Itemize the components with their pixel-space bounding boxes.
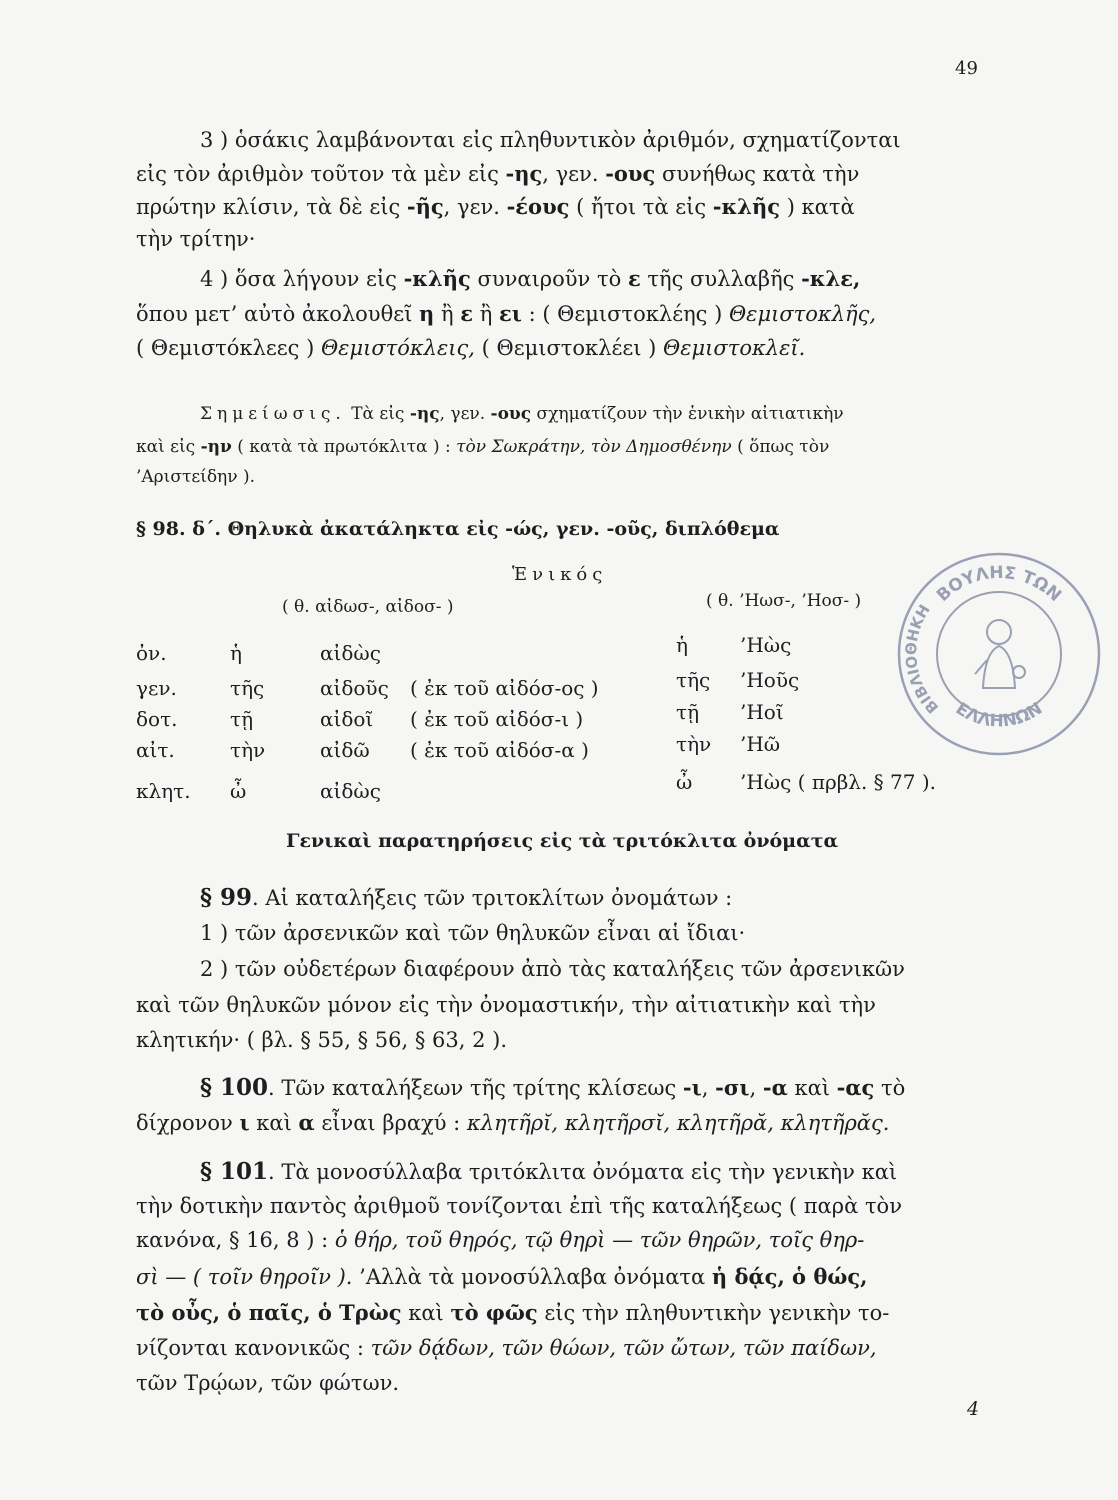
note-line3: ’Αριστείδην ). bbox=[136, 467, 256, 487]
para4-line2: ὅπου μετ’ αὐτὸ ἀκολουθεῖ η ἢ ε ἢ ει : ( Θεμιστοκλέης ) Θεμιστοκλῆς, bbox=[136, 301, 877, 326]
section-99-line5: κλητικήν· ( βλ. § 55, § 56, § 63, 2 ). bbox=[136, 1028, 508, 1052]
declension-theme-right: ( θ. ’Ηωσ-, ’Ηοσ- ) bbox=[706, 591, 862, 611]
form-2: ’Ηοῦς bbox=[740, 668, 800, 692]
note-line2: καὶ εἰς -ην ( κατὰ τὰ πρωτόκλιτα ) : τὸν Σωκράτην, τὸν Δημοσθένην ( ὅπως τὸν bbox=[136, 437, 830, 457]
form-2: ’Ηὼς bbox=[740, 633, 792, 657]
para4-line1: 4 ) ὅσα λήγουν εἰς -κλῆς συναιροῦν τὸ ε τῆς συλλαβῆς -κλε, bbox=[200, 266, 861, 291]
case-label: ὀν. bbox=[136, 641, 167, 665]
signature-mark: 4 bbox=[967, 1398, 980, 1420]
para3-line4: τὴν τρίτην· bbox=[136, 227, 256, 251]
section-100-line2: δίχρονον ι καὶ α εἶναι βραχύ : κλητῆρῐ, κλητῆρσῐ, κλητῆρᾰ, κλητῆρᾰς. bbox=[136, 1110, 890, 1135]
article: ὦ bbox=[230, 779, 247, 803]
para3-line1: 3 ) ὁσάκις λαμβάνονται εἰς πληθυντικὸν ἀριθμόν, σχηματίζονται bbox=[200, 128, 901, 152]
origin: ( ἐκ τοῦ αἰδόσ-ος ) bbox=[410, 676, 599, 700]
article-2: ὦ bbox=[676, 770, 693, 794]
section-101-line4: σὶ — ( τοῖν θηροῖν ). ’Αλλὰ τὰ μονοσύλλαβα ὀνόματα ἡ δᾴς, ὁ θώς, bbox=[136, 1264, 868, 1289]
section-101-line5: τὸ οὖς, ὁ παῖς, ὁ Τρὼς καὶ τὸ φῶς εἰς τὴν πληθυντικὴν γενικὴν το- bbox=[136, 1300, 890, 1325]
declension-number-label: Ἑνικός bbox=[512, 564, 608, 585]
note-line1: Σημείωσις. Τὰ εἰς -ης, γεν. -ους σχηματίζουν τὴν ἑνικὴν αἰτιατικὴν bbox=[200, 404, 844, 424]
section-99-line4: καὶ τῶν θηλυκῶν μόνον εἰς τὴν ὀνομαστικήν, τὴν αἰτιατικὴν καὶ τὴν bbox=[136, 993, 876, 1017]
library-stamp bbox=[893, 548, 1105, 760]
para3-line3: πρώτην κλίσιν, τὰ δὲ εἰς -ῆς, γεν. -έους ( ἤτοι τὰ εἰς -κλῆς ) κατὰ bbox=[136, 194, 855, 219]
declension-theme-left: ( θ. αἰδωσ-, αἰδοσ- ) bbox=[282, 597, 454, 617]
article-2: ἡ bbox=[676, 633, 688, 657]
article-2: τῆς bbox=[676, 668, 711, 692]
form: αἰδοῖ bbox=[320, 707, 374, 731]
form-2: ’Ηοῖ bbox=[740, 700, 784, 724]
form-2: ’Ηὼς ( πρβλ. § 77 ). bbox=[740, 770, 937, 794]
form: αἰδῶ bbox=[320, 738, 370, 762]
stamp-figure-icon bbox=[975, 620, 1025, 688]
case-label: κλητ. bbox=[136, 779, 191, 803]
section-101-line6: νίζονται κανονικῶς : τῶν δᾴδων, τῶν θώων, τῶν ὤτων, τῶν παίδων, bbox=[136, 1336, 877, 1360]
section-101-line3: κανόνα, § 16, 8 ) : ὁ θήρ, τοῦ θηρός, τῷ θηρὶ — τῶν θηρῶν, τοῖς θηρ- bbox=[136, 1228, 865, 1252]
origin: ( ἐκ τοῦ αἰδόσ-ι ) bbox=[410, 707, 584, 731]
stamp-inner-ring bbox=[937, 592, 1061, 716]
section-99-line1: § 99. Αἱ καταλήξεις τῶν τριτοκλίτων ὀνομάτων : bbox=[200, 884, 733, 911]
page-number: 49 bbox=[955, 58, 978, 79]
para4-line3: ( Θεμιστόκλεες ) Θεμιστόκλεις, ( Θεμιστοκλέει ) Θεμιστοκλεῖ. bbox=[136, 336, 806, 360]
case-label: δοτ. bbox=[136, 707, 178, 731]
section-100-line1: § 100. Τῶν καταλήξεων τῆς τρίτης κλίσεως -ι, -σι, -α καὶ -ας τὸ bbox=[200, 1074, 906, 1101]
case-label: αἰτ. bbox=[136, 738, 175, 762]
section-98-heading: § 98. δ΄. Θηλυκὰ ἀκατάληκτα εἰς -ώς, γεν. -οῦς, διπλόθεμα bbox=[136, 518, 780, 540]
section-99-line2: 1 ) τῶν ἀρσενικῶν καὶ τῶν θηλυκῶν εἶναι αἱ ἴδιαι· bbox=[200, 921, 746, 945]
case-label: γεν. bbox=[136, 676, 177, 700]
general-observations-heading: Γενικαὶ παρατηρήσεις εἰς τὰ τριτόκλιτα ὀνόματα bbox=[286, 830, 839, 852]
stamp-text-top: ΒΟΥΛΗΣ ΤΩΝ bbox=[932, 562, 1065, 606]
form: αἰδὼς bbox=[320, 641, 381, 665]
form: αἰδὼς bbox=[320, 779, 381, 803]
form: αἰδοῦς bbox=[320, 676, 389, 700]
article: τῇ bbox=[230, 707, 254, 731]
article-2: τὴν bbox=[676, 732, 712, 756]
section-101-line7: τῶν Τρῴων, τῶν φώτων. bbox=[136, 1371, 400, 1395]
stamp-text-bottom: ΕΛΛΗΝΩΝ bbox=[951, 698, 1047, 732]
article-2: τῇ bbox=[676, 700, 700, 724]
article: τὴν bbox=[230, 738, 266, 762]
section-99-line3: 2 ) τῶν οὐδετέρων διαφέρουν ἀπὸ τὰς καταλήξεις τῶν ἀρσενικῶν bbox=[200, 957, 905, 981]
section-101-line1: § 101. Τὰ μονοσύλλαβα τριτόκλιτα ὀνόματα εἰς τὴν γενικὴν καὶ bbox=[200, 1158, 898, 1185]
para3-line2: εἰς τὸν ἀριθμὸν τοῦτον τὰ μὲν εἰς -ης, γεν. -ους συνήθως κατὰ τὴν bbox=[136, 161, 860, 186]
article: τῆς bbox=[230, 676, 265, 700]
stamp-text-left: ΒΙΒΛΙΟΘΗΚΗ bbox=[902, 601, 943, 717]
section-101-line2: τὴν δοτικὴν παντὸς ἀριθμοῦ τονίζονται ἐπὶ τῆς καταλήξεως ( παρὰ τὸν bbox=[136, 1194, 902, 1218]
article: ἡ bbox=[230, 641, 242, 665]
form-2: ’Ηῶ bbox=[740, 732, 781, 756]
origin: ( ἐκ τοῦ αἰδόσ-α ) bbox=[410, 738, 589, 762]
